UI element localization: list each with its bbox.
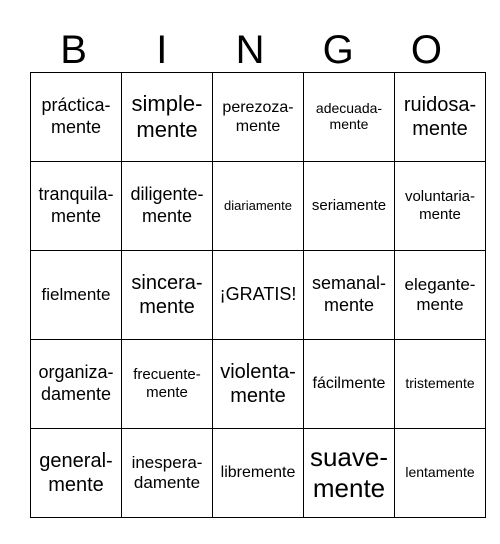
bingo-cell-text: ruidosa- mente	[403, 94, 477, 140]
bingo-cell-text: tranquila- mente	[38, 184, 114, 226]
bingo-cell[interactable]	[122, 429, 213, 518]
bingo-cell-text: general- mente	[39, 450, 113, 496]
bingo-cell[interactable]	[395, 429, 486, 518]
header-letter-n: N	[235, 28, 266, 72]
bingo-cell[interactable]	[395, 73, 486, 162]
board-row	[31, 251, 486, 340]
bingo-cell-text: fácilmente	[312, 375, 386, 393]
bingo-cell[interactable]	[31, 429, 122, 518]
bingo-cell[interactable]	[31, 162, 122, 251]
bingo-cell-text: diariamente	[224, 198, 292, 214]
bingo-cell[interactable]	[31, 251, 122, 340]
bingo-cell-text: violenta- mente	[220, 361, 296, 407]
bingo-cell[interactable]	[395, 340, 486, 429]
bingo-cell[interactable]	[213, 251, 304, 340]
bingo-cell[interactable]	[122, 251, 213, 340]
bingo-board	[30, 72, 486, 518]
bingo-cell[interactable]	[213, 340, 304, 429]
bingo-cell[interactable]	[304, 251, 395, 340]
header-letter-i: I	[156, 28, 169, 72]
bingo-cell-text: organiza- damente	[38, 362, 114, 404]
bingo-cell[interactable]	[304, 429, 395, 518]
bingo-cell-text: semanal- mente	[311, 273, 387, 315]
bingo-cell[interactable]	[213, 429, 304, 518]
bingo-cell-text: seriamente	[311, 197, 387, 215]
bingo-cell-text: suave- mente	[309, 441, 389, 503]
bingo-cell-text: elegante- mente	[404, 274, 476, 314]
bingo-cell-text: lentamente	[405, 464, 475, 481]
bingo-cell-text: adecuada- mente	[315, 99, 383, 133]
bingo-cell[interactable]	[395, 162, 486, 251]
bingo-cell-text: práctica- mente	[41, 95, 111, 137]
bingo-cell-text: frecuente- mente	[133, 365, 201, 401]
bingo-cell-text: fielmente	[41, 284, 111, 304]
bingo-cell[interactable]	[304, 340, 395, 429]
board-row	[31, 340, 486, 429]
bingo-cell-text: voluntaria- mente	[404, 187, 476, 223]
bingo-cell[interactable]	[122, 73, 213, 162]
bingo-cell-text: diligente- mente	[130, 184, 204, 226]
bingo-cell-text: simple- mente	[131, 90, 203, 142]
bingo-cell[interactable]	[304, 162, 395, 251]
bingo-cell[interactable]	[122, 340, 213, 429]
header-letter-g: G	[322, 28, 355, 72]
header-letter-b: B	[60, 28, 88, 72]
bingo-cell[interactable]	[122, 162, 213, 251]
bingo-cell-text: tristemente	[405, 375, 475, 392]
bingo-cell-text: inespera- damente	[131, 452, 203, 492]
board-row	[31, 73, 486, 162]
bingo-cell[interactable]	[31, 73, 122, 162]
bingo-cell[interactable]	[213, 162, 304, 251]
bingo-cell-text: libremente	[220, 464, 296, 482]
header-letter-o: O	[410, 28, 443, 72]
bingo-cell[interactable]	[304, 73, 395, 162]
bingo-cell[interactable]	[395, 251, 486, 340]
bingo-cell[interactable]	[213, 73, 304, 162]
bingo-cell-text: perezoza- mente	[222, 98, 294, 135]
board-row	[31, 429, 486, 518]
bingo-cell-text: ¡GRATIS!	[219, 284, 297, 305]
bingo-cell-text: sincera- mente	[131, 272, 203, 318]
bingo-header	[30, 28, 471, 72]
bingo-cell[interactable]	[31, 340, 122, 429]
board-row	[31, 162, 486, 251]
